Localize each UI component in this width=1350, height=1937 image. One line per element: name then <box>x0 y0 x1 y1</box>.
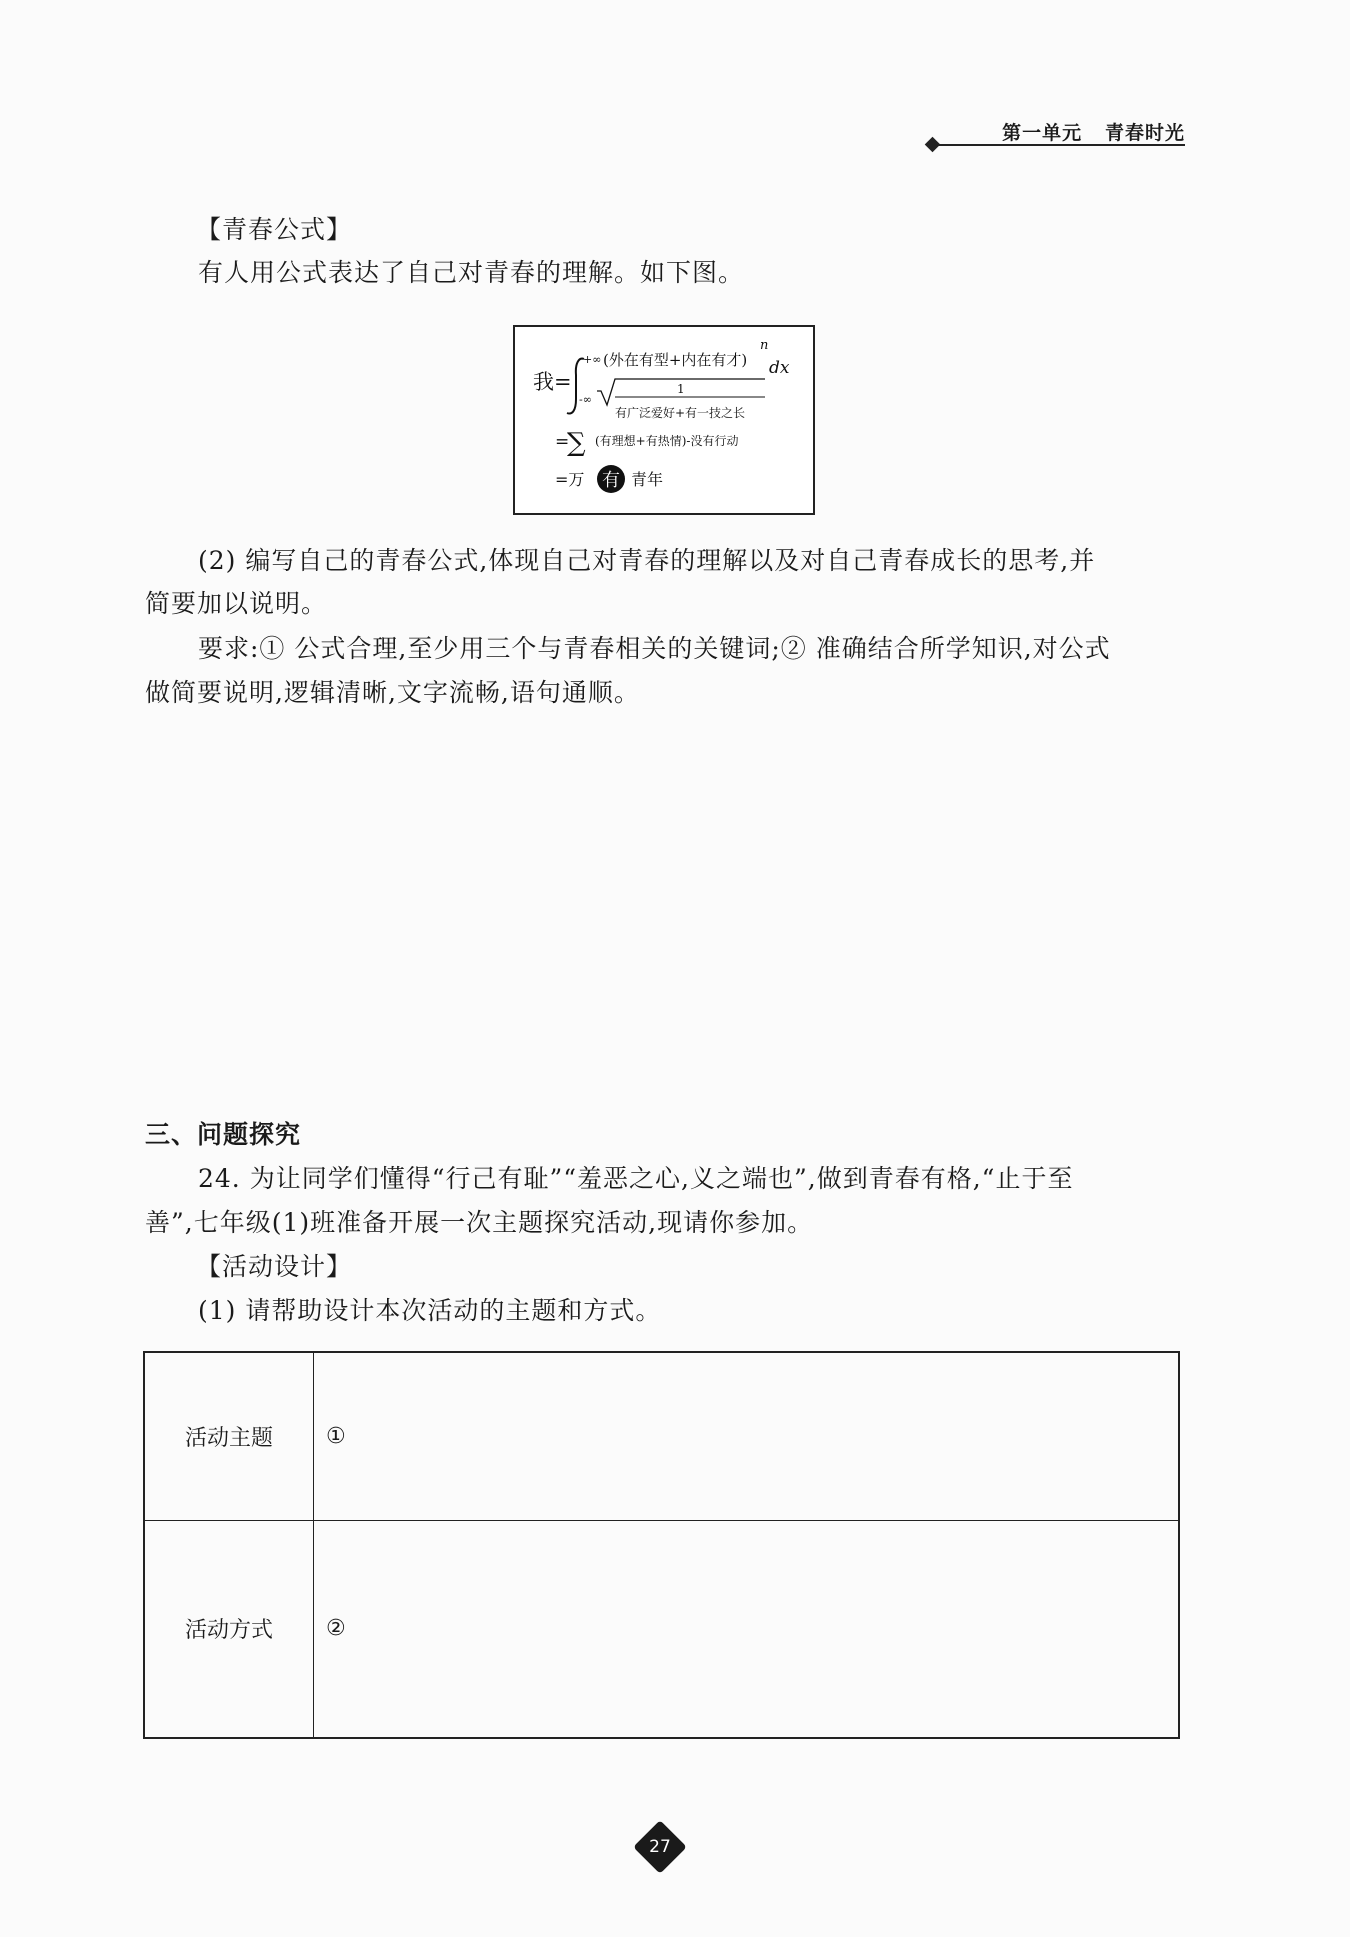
formula-line2-terms: (有理想+有热情)-没有行动 <box>595 434 739 448</box>
q2-requirement-line2: 做简要说明,逻辑清晰,文字流畅,语句通顺。 <box>145 678 640 707</box>
table-row <box>144 1520 1179 1738</box>
activity-method-label: 活动方式 <box>144 1520 314 1738</box>
formula-lhs: 我= <box>533 370 572 394</box>
q2-line1: (2) 编写自己的青春公式,体现自己对青春的理解以及对自己青春成长的思考,并 <box>198 546 1096 575</box>
formula-graphic <box>515 327 813 513</box>
header-text <box>1002 118 1185 145</box>
formula-line3-char: 有 <box>602 470 620 491</box>
section3-heading: 三、问题探究 <box>145 1120 302 1149</box>
q2-requirement-line1: 要求:① 公式合理,至少用三个与青春相关的关键词;② 准确结合所学知识,对公式 <box>198 634 1111 663</box>
formula-numerator: (外在有型+内在有才) <box>603 351 748 369</box>
formula-denominator-num: 1 <box>677 382 685 396</box>
formula-line3-tail: 青年 <box>631 470 664 489</box>
formula-denominator-terms: 有广泛爱好+有一技之长 <box>615 406 746 420</box>
diamond-icon <box>925 137 941 153</box>
header-title: 青春时光 <box>1104 122 1185 144</box>
formula-dx: dx <box>769 358 790 378</box>
formula-line3-prefix: =万 <box>555 470 585 489</box>
formula-sigma: ∑ <box>567 428 586 458</box>
page-number: 27 <box>649 1837 671 1857</box>
answer-marker-1: ① <box>326 1423 346 1449</box>
header-unit: 第一单元 <box>1002 122 1083 144</box>
running-header <box>925 118 1185 148</box>
activity-design-heading: 【活动设计】 <box>196 1252 353 1281</box>
formula-exponent: n <box>760 338 769 353</box>
q24-line2: 善”,七年级(1)班准备开展一次主题探究活动,现请你参加。 <box>145 1208 814 1237</box>
header-rule <box>933 144 1185 146</box>
formula-upper-limit: +∞ <box>583 353 602 366</box>
activity-answer-table <box>143 1351 1180 1739</box>
youth-formula-figure <box>513 325 815 515</box>
activity-theme-label: 活动主题 <box>144 1352 314 1520</box>
answer-marker-2: ② <box>326 1616 346 1642</box>
q2-line2: 简要加以说明。 <box>145 589 328 618</box>
q24-line1: 24. 为让同学们懂得“行己有耻”“羞恶之心,义之端也”,做到青春有格,“止于至 <box>198 1164 1074 1193</box>
sub-question-1: (1) 请帮助设计本次活动的主题和方式。 <box>198 1296 662 1325</box>
formula-line2-eq: = <box>555 432 570 452</box>
table-row <box>144 1352 1179 1520</box>
formula-section-heading: 【青春公式】 <box>196 215 353 244</box>
formula-lower-limit: -∞ <box>579 393 592 406</box>
activity-theme-answer[interactable] <box>314 1352 1180 1520</box>
activity-method-answer[interactable] <box>314 1520 1180 1738</box>
formula-intro: 有人用公式表达了自己对青春的理解。如下图。 <box>198 258 745 287</box>
